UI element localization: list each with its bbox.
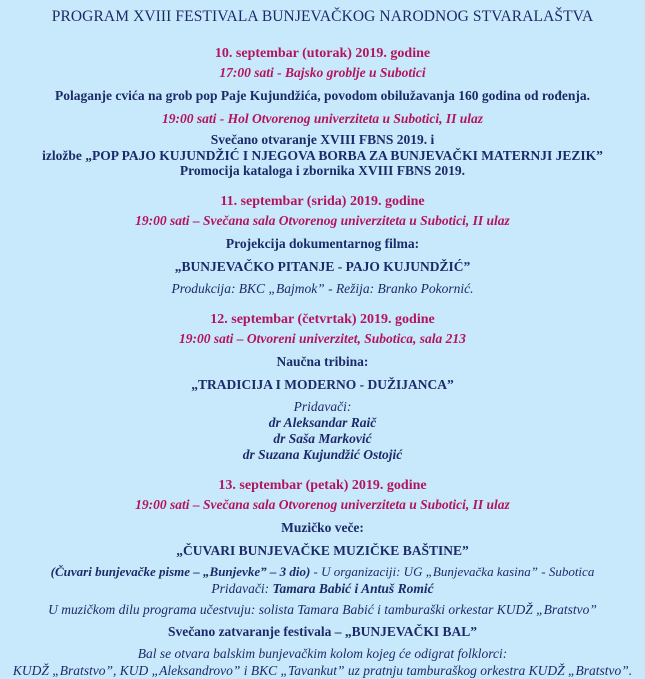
subtitle-bold: (Čuvari bunjevačke pisme – „Bunjevke” – 3 dio) bbox=[50, 563, 311, 579]
event-intro: Projekcija dokumentarnog filma: bbox=[225, 235, 420, 251]
closing-headline: Svečano zatvaranje festivala – „BUNJEVAČKI BAL” bbox=[167, 623, 478, 639]
speakers-names: Tamara Babić i Antuš Romić bbox=[272, 580, 434, 596]
day-section-13-sept bbox=[0, 477, 645, 679]
event-time: 17:00 sati - Bajsko groblje u Subotici bbox=[219, 65, 426, 80]
participants-line: U muzičkom dilu programa učestvuju: solista Tamara Babić i tamburaški orkestar KUDŽ „Bratstvo” bbox=[48, 601, 597, 617]
speaker-name: dr Saša Marković bbox=[273, 430, 372, 446]
speakers-label: Pridavači: bbox=[293, 398, 352, 414]
speaker-name: dr Aleksandar Raič bbox=[268, 414, 377, 430]
subtitle-rest: - U organizaciji: UG „Bunjevačka kasina” - Subotica bbox=[310, 563, 595, 579]
event-intro: Naučna tribina: bbox=[276, 353, 369, 369]
event-headline: „TRADICIJA I MODERNO - DUŽIJANCA” bbox=[191, 376, 454, 392]
event-headline: „BUNJEVAČKO PITANJE - PAJO KUJUNDŽIĆ” bbox=[174, 258, 471, 274]
event-line: Svečano otvaranje XVIII FBNS 2019. i bbox=[210, 132, 435, 147]
day-section-12-sept bbox=[0, 311, 645, 463]
day-date: 12. septembar (četvrtak) 2019. godine bbox=[210, 311, 435, 327]
event-time: 19:00 sati – Svečana sala Otvorenog univerziteta u Subotici, II ulaz bbox=[135, 496, 510, 512]
day-date: 11. septembar (srida) 2019. godine bbox=[220, 193, 425, 209]
closing-line: Bal se otvara balskim bunjevačkim kolom kojeg će odigrat folklorci: bbox=[137, 645, 508, 661]
page-title: PROGRAM XVIII FESTIVALA BUNJEVAČKOG NARODNOG STVARALAŠTVA bbox=[51, 8, 594, 25]
event-time: 19:00 sati – Svečana sala Otvorenog univerziteta u Subotici, II ulaz bbox=[135, 212, 510, 228]
day-section-10-sept bbox=[0, 45, 645, 179]
day-section-11-sept bbox=[0, 193, 645, 297]
speakers-label: Pridavači: bbox=[211, 580, 273, 596]
day-date: 13. septembar (petak) 2019. godine bbox=[218, 477, 427, 493]
event-credits: Produkcija: BKC „Bajmok” - Režija: Branko Pokornić. bbox=[171, 280, 474, 296]
day-date: 10. septembar (utorak) 2019. godine bbox=[214, 46, 431, 61]
speaker-name: dr Suzana Kujundžić Ostojić bbox=[242, 446, 403, 462]
closing-line: KUDŽ „Bratstvo”, KUD „Aleksandrovo” i BKC „Tavankut” uz pratnju tamburaškog orkestra KUDŽ „Bratstvo”. bbox=[12, 662, 633, 678]
event-description: Polaganje cvića na grob pop Paje Kujundžića, povodom obilužavanja 160 godina od rođenja. bbox=[54, 88, 591, 103]
event-time: 19:00 sati - Hol Otvorenog univerziteta u Subotici, II ulaz bbox=[161, 111, 484, 126]
event-subtitle bbox=[0, 564, 645, 580]
speakers-line bbox=[0, 580, 645, 597]
event-headline: „ČUVARI BUNJEVAČKE MUZIČKE BAŠTINE” bbox=[176, 542, 469, 558]
event-line: Promocija kataloga i zbornika XVIII FBNS 2019. bbox=[179, 163, 466, 178]
event-time: 19:00 sati – Otvoreni univerzitet, Subotica, sala 213 bbox=[179, 330, 466, 346]
event-intro: Muzičko veče: bbox=[281, 519, 364, 535]
event-line: izložbe „POP PAJO KUJUNDŽIĆ I NJEGOVA BORBA ZA BUNJEVAČKI MATERNJI JEZIK” bbox=[42, 147, 603, 163]
